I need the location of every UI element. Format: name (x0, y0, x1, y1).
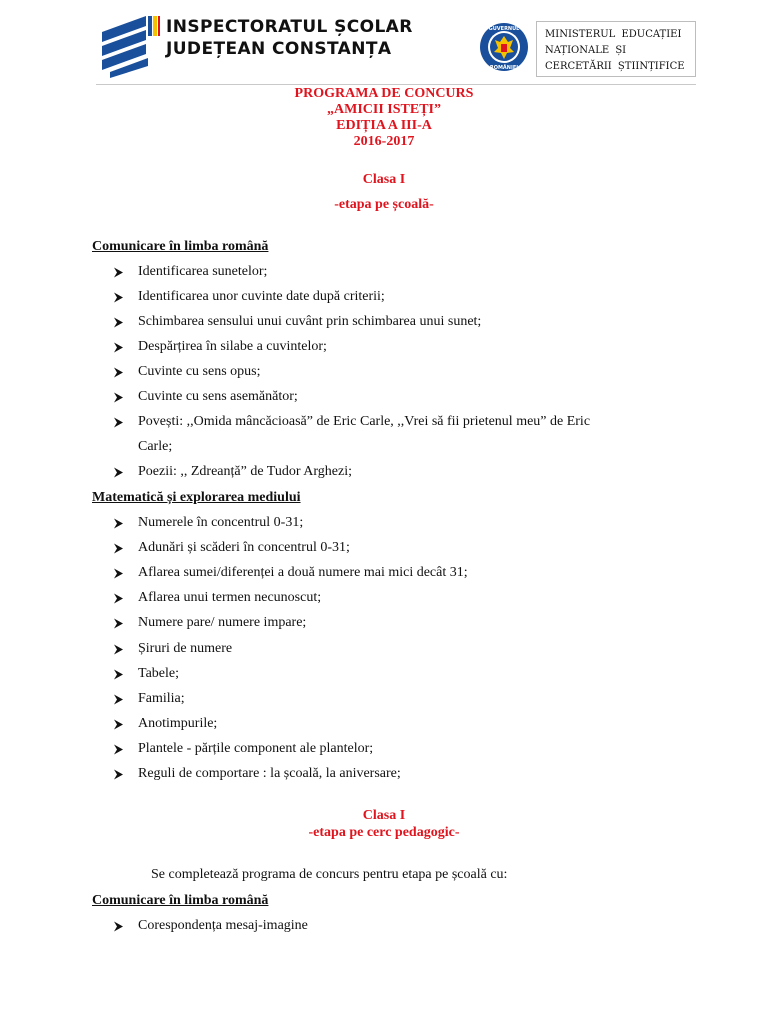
ministry-label-box (536, 21, 696, 77)
isj-logo-icon (96, 10, 160, 78)
arrow-bullet-icon (113, 267, 124, 278)
list-item-text: Identificarea sunetelor; (138, 264, 268, 279)
arrow-bullet-icon (113, 367, 124, 378)
list-item-text: Carle; (138, 439, 173, 454)
class-label-2: Clasa I (362, 808, 406, 823)
header-divider (96, 84, 696, 85)
list-item-text: Adunări și scăderi în concentrul 0-31; (138, 540, 350, 556)
arrow-bullet-icon (113, 694, 124, 705)
arrow-bullet-icon (113, 719, 124, 730)
title-line-3: EDIȚIA A III-A (336, 118, 432, 133)
list-item-text: Schimbarea sensului unui cuvânt prin schimbarea unui sunet; (138, 314, 482, 329)
list-item-text: Tabele; (138, 665, 179, 681)
list-item-text: Familia; (138, 690, 185, 706)
arrow-bullet-icon (113, 392, 124, 403)
list-item-text: Numere pare/ numere impare; (138, 615, 307, 631)
institution-name (166, 16, 413, 60)
list-item-text: Aflarea sumei/diferenței a două numere mai mici decât 31; (138, 565, 468, 581)
list-item-text: Poezii: ,, Zdreanță” de Tudor Arghezi; (138, 464, 352, 479)
arrow-bullet-icon (113, 769, 124, 780)
arrow-bullet-icon (113, 568, 124, 579)
list-item-text: Identificarea unor cuvinte date după criterii; (138, 289, 385, 304)
list-item-text: Povești: ,,Omida mâncăcioasă” de Eric Carle, ,,Vrei să fii prietenul meu” de Eric (138, 414, 591, 429)
section-title-math: Matematică și explorarea mediului (92, 490, 301, 505)
list-item-text: Cuvinte cu sens opus; (138, 364, 261, 379)
arrow-bullet-icon (113, 342, 124, 353)
ministry-line-1: MINISTERUL EDUCAȚIEI (545, 29, 682, 40)
list-item-text: Numerele în concentrul 0-31; (138, 515, 304, 530)
title-line-4: 2016-2017 (353, 134, 415, 149)
arrow-bullet-icon (113, 317, 124, 328)
document-title (0, 86, 768, 150)
list-item-text: Aflarea unui termen necunoscut; (138, 590, 322, 606)
stage-label-2: -etapa pe cerc pedagogic- (308, 825, 460, 840)
title-line-2: „AMICII ISTEȚI” (327, 102, 441, 117)
stage2-intro: Se completează programa de concurs pentru etapa pe școală cu: (151, 867, 508, 882)
list-item-text: Plantele - părțile component ale plantelor; (138, 740, 374, 756)
arrow-bullet-icon (113, 644, 124, 655)
list-item-text: Anotimpurile; (138, 715, 218, 731)
arrow-bullet-icon (113, 669, 124, 680)
list-item-text: Despărțirea în silabe a cuvintelor; (138, 339, 327, 354)
title-line-1: PROGRAMA DE CONCURS (294, 86, 474, 101)
arrow-bullet-icon (113, 593, 124, 604)
list-item-text: Reguli de comportare : la școală, la aniversare; (138, 766, 401, 781)
stage-label-1: -etapa pe școală- (334, 197, 434, 212)
seal-text-bottom: ROMÂNIEI (489, 65, 519, 71)
seal-text-top: GUVERNUL (488, 26, 520, 32)
arrow-bullet-icon (113, 921, 124, 932)
institution-line-1: INSPECTORATUL ȘCOLAR (166, 17, 413, 37)
arrow-bullet-icon (113, 417, 124, 428)
government-seal-icon (479, 22, 529, 72)
ministry-line-3: CERCETĂRII ȘTIINȚIFICE (545, 61, 685, 72)
arrow-bullet-icon (113, 467, 124, 478)
section-title-romanian: Comunicare în limba română (92, 239, 269, 254)
arrow-bullet-icon (113, 292, 124, 303)
list-item-text: Șiruri de numere (138, 640, 233, 656)
arrow-bullet-icon (113, 744, 124, 755)
list-item-text: Corespondența mesaj-imagine (138, 918, 308, 933)
class-label-1: Clasa I (362, 172, 406, 187)
arrow-bullet-icon (113, 518, 124, 529)
institution-line-2: JUDEȚEAN CONSTANȚA (166, 39, 392, 59)
letterhead (0, 0, 768, 92)
list-item-text: Cuvinte cu sens asemănător; (138, 389, 298, 404)
ministry-line-2: NAȚIONALE ȘI (545, 45, 627, 56)
section-title-romanian-2: Comunicare în limba română (92, 893, 269, 908)
arrow-bullet-icon (113, 543, 124, 554)
arrow-bullet-icon (113, 618, 124, 629)
